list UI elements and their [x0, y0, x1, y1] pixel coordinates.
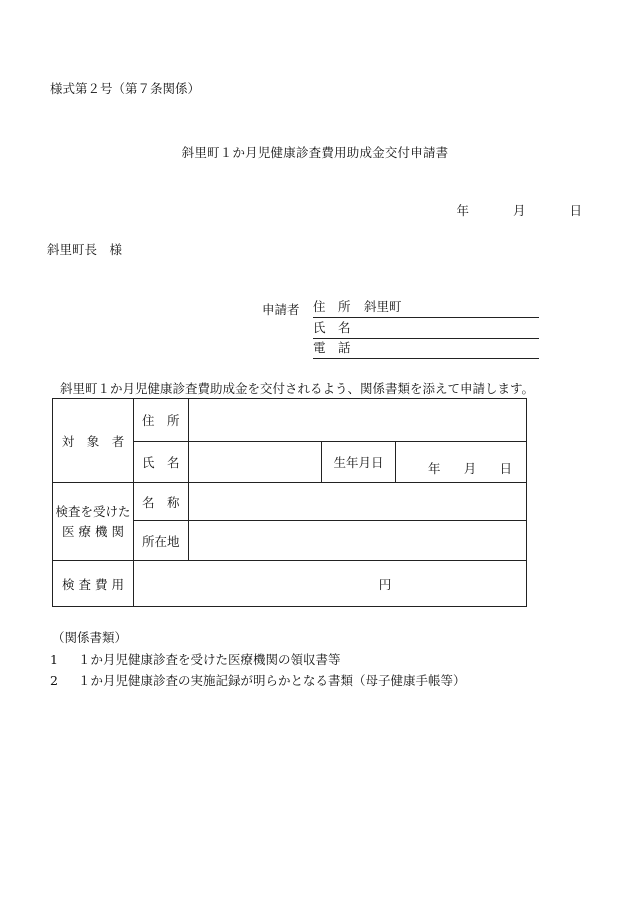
subject-address-label: 住 所: [134, 399, 189, 442]
subject-address-input[interactable]: [189, 399, 527, 442]
date-year: 年: [456, 203, 470, 218]
cost-unit: 円: [378, 576, 392, 592]
cost-label: 検 査 費 用: [53, 561, 134, 607]
subject-label: 対 象 者: [53, 399, 134, 483]
facility-location-label: 所在地: [134, 521, 189, 561]
related-doc-item: [50, 650, 341, 668]
date-month: 月: [513, 203, 526, 218]
applicant-name-label: 氏 名: [313, 320, 351, 335]
facility-location-input[interactable]: [189, 521, 527, 561]
subject-name-input[interactable]: [189, 442, 322, 483]
related-doc-text: １か月児健康診査の実施記録が明らかとなる書類（母子健康手帳等）: [78, 673, 466, 688]
document-title: 斜里町１か月児健康診査費用助成金交付申請書: [181, 145, 449, 160]
applicant-phone-label: 電 話: [313, 340, 351, 355]
dob-input[interactable]: [396, 442, 527, 483]
related-doc-number: 2: [50, 673, 58, 688]
applicant-address-value: 斜里町: [364, 299, 402, 314]
date-line: [457, 201, 582, 219]
form-number: 様式第２号（第７条関係）: [50, 81, 201, 96]
applicant-address-label: 住 所: [313, 299, 351, 314]
related-doc-text: １か月児健康診査を受けた医療機関の領収書等: [78, 652, 341, 667]
dob-label: 生年月日: [322, 442, 396, 483]
applicant-name-field[interactable]: [313, 320, 539, 339]
applicant-phone-field[interactable]: [313, 340, 539, 359]
related-doc-item: [50, 671, 466, 689]
dob-year: 年: [428, 461, 441, 476]
facility-label: 検査を受けた 医 療 機 関: [53, 483, 134, 561]
application-statement: 斜里町１か月児健康診査費助成金を交付されるよう、関係書類を添えて申請します。: [60, 381, 535, 396]
addressee: 斜里町長 様: [47, 242, 123, 257]
facility-name-label: 名 称: [134, 483, 189, 521]
facility-name-input[interactable]: [189, 483, 527, 521]
cost-input[interactable]: [134, 561, 527, 607]
applicant-address-field[interactable]: [313, 299, 539, 318]
subject-name-label: 氏 名: [134, 442, 189, 483]
related-docs-title: （関係書類）: [52, 630, 128, 645]
related-doc-number: 1: [50, 652, 58, 667]
applicant-label: 申請者: [262, 302, 300, 317]
date-day: 日: [569, 203, 582, 218]
application-table: [52, 398, 527, 607]
dob-day: 日: [499, 461, 513, 476]
dob-month: 月: [463, 461, 477, 476]
